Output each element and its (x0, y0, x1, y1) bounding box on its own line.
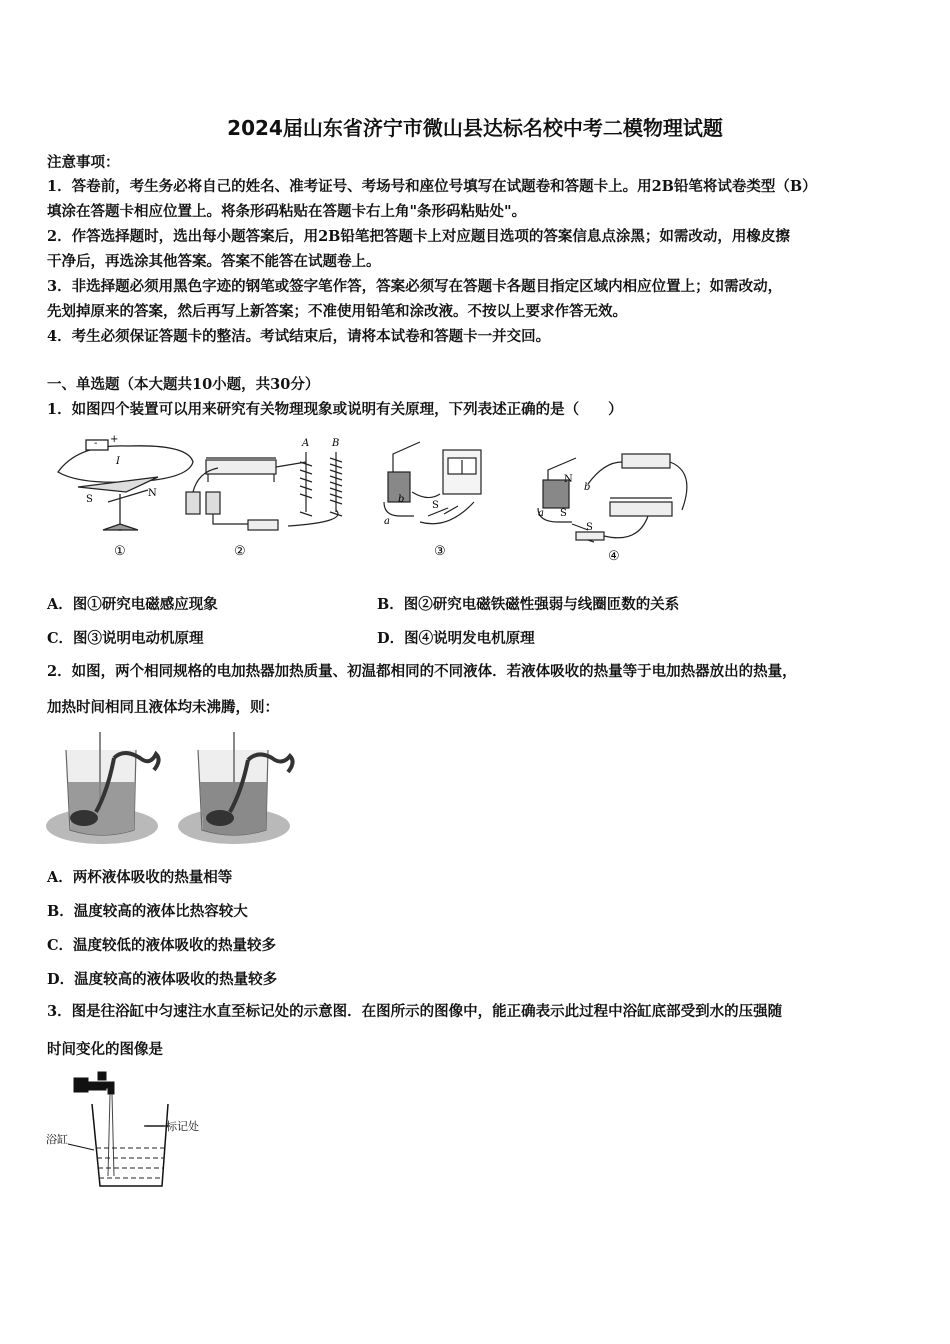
notice-line: 1．答卷前，考生务必将自己的姓名、准考证号、考场号和座位号填写在试题卷和答题卡上。用2B铅笔将试卷类型（B） (47, 178, 817, 195)
q1-option-c[interactable]: C．图③说明电动机原理 (47, 630, 204, 647)
faucet-icon (74, 1072, 114, 1094)
q3-stem-continued: 时间变化的图像是 (47, 1041, 163, 1058)
q3-stem: 3．图是往浴缸中匀速注水直至标记处的示意图．在图所示的图像中，能正确表示此过程中浴缸底部受到水的压强随 (47, 1003, 783, 1020)
q3-label-tub: 浴缸 (46, 1133, 68, 1146)
bathtub-outline (92, 1104, 168, 1186)
water-level-lines (96, 1148, 164, 1178)
figure-3-galvanometer (384, 442, 481, 524)
notice-line: 填涂在答题卡相应位置上。将条形码粘贴在答题卡右上角"条形码粘贴处"。 (47, 203, 527, 220)
notice-line: 干净后，再选涂其他答案。答案不能答在试题卷上。 (47, 253, 381, 270)
q2-option-c[interactable]: C．温度较低的液体吸收的热量较多 (47, 937, 277, 954)
figure-label-1: ① (114, 544, 126, 559)
q2-beaker-figure (44, 730, 314, 855)
fig1-minus: - (94, 438, 98, 449)
fig1-current: I (116, 456, 120, 467)
figure-label-4: ④ (608, 549, 620, 564)
fig2-label-A: A (302, 438, 310, 449)
q2-option-d[interactable]: D．温度较高的液体吸收的热量较多 (47, 971, 278, 988)
fig1-north: N (148, 488, 157, 499)
q2-stem: 2．如图，两个相同规格的电加热器加热质量、初温都相同的不同液体．若液体吸收的热量等于电加热器放出的热量， (47, 663, 797, 680)
notice-line: 3．非选择题必须用黑色字迹的钢笔或签字笔作答，答案必须写在答题卡各题目指定区域内相应位置上；如需改动， (47, 278, 783, 295)
page-title: 2024届山东省济宁市微山县达标名校中考二模物理试题 (227, 116, 723, 140)
fig2-label-B: B (332, 438, 340, 449)
figure-4-motor-setup (538, 454, 687, 542)
q1-option-b[interactable]: B．图②研究电磁铁磁性强弱与线圈匝数的关系 (377, 596, 680, 613)
fig1-south: S (86, 494, 93, 505)
q3-label-mark: 标记处 (166, 1120, 199, 1133)
figure-label-2: ② (234, 544, 246, 559)
notice-heading: 注意事项： (47, 154, 120, 171)
fig3-label-a: a (384, 516, 390, 527)
fig4-switch-S: S (586, 522, 593, 533)
q1-figures (48, 432, 708, 572)
q1-option-a[interactable]: A．图①研究电磁感应现象 (47, 596, 218, 613)
fig4-label-b: b (584, 482, 591, 493)
q2-option-a[interactable]: A．两杯液体吸收的热量相等 (47, 869, 233, 886)
notice-line: 先划掉原来的答案，然后再写上新答案；不准使用铅笔和涂改液。不按以上要求作答无效。 (47, 303, 627, 320)
q2-stem-continued: 加热时间相同且液体均未沸腾，则： (47, 699, 279, 716)
q1-option-d[interactable]: D．图④说明发电机原理 (377, 630, 535, 647)
figure-1-wire-compass (58, 440, 193, 530)
notice-line: 2．作答选择题时，选出每小题答案后，用2B铅笔把答题卡上对应题目选项的答案信息点涂黑；如需改动，用橡皮擦 (47, 228, 790, 245)
beaker-left (46, 732, 159, 844)
beaker-right (178, 732, 293, 844)
fig3-switch-S: S (432, 500, 439, 511)
figure-2-electromagnets (186, 452, 342, 530)
fig4-south: S (560, 508, 567, 519)
figure-label-3: ③ (434, 544, 446, 559)
fig1-plus: + (110, 434, 119, 445)
notice-line: 4．考生必须保证答题卡的整洁。考试结束后，请将本试卷和答题卡一并交回。 (47, 328, 551, 345)
section-heading: 一、单选题（本大题共10小题，共30分） (47, 376, 320, 393)
q1-stem: 1．如图四个装置可以用来研究有关物理现象或说明有关原理，下列表述正确的是（ ） (47, 401, 623, 418)
q2-option-b[interactable]: B．温度较高的液体比热容较大 (47, 903, 248, 920)
fig3-label-b: b (398, 494, 405, 505)
fig4-label-a: a (538, 508, 544, 519)
fig4-north: N (564, 474, 573, 485)
